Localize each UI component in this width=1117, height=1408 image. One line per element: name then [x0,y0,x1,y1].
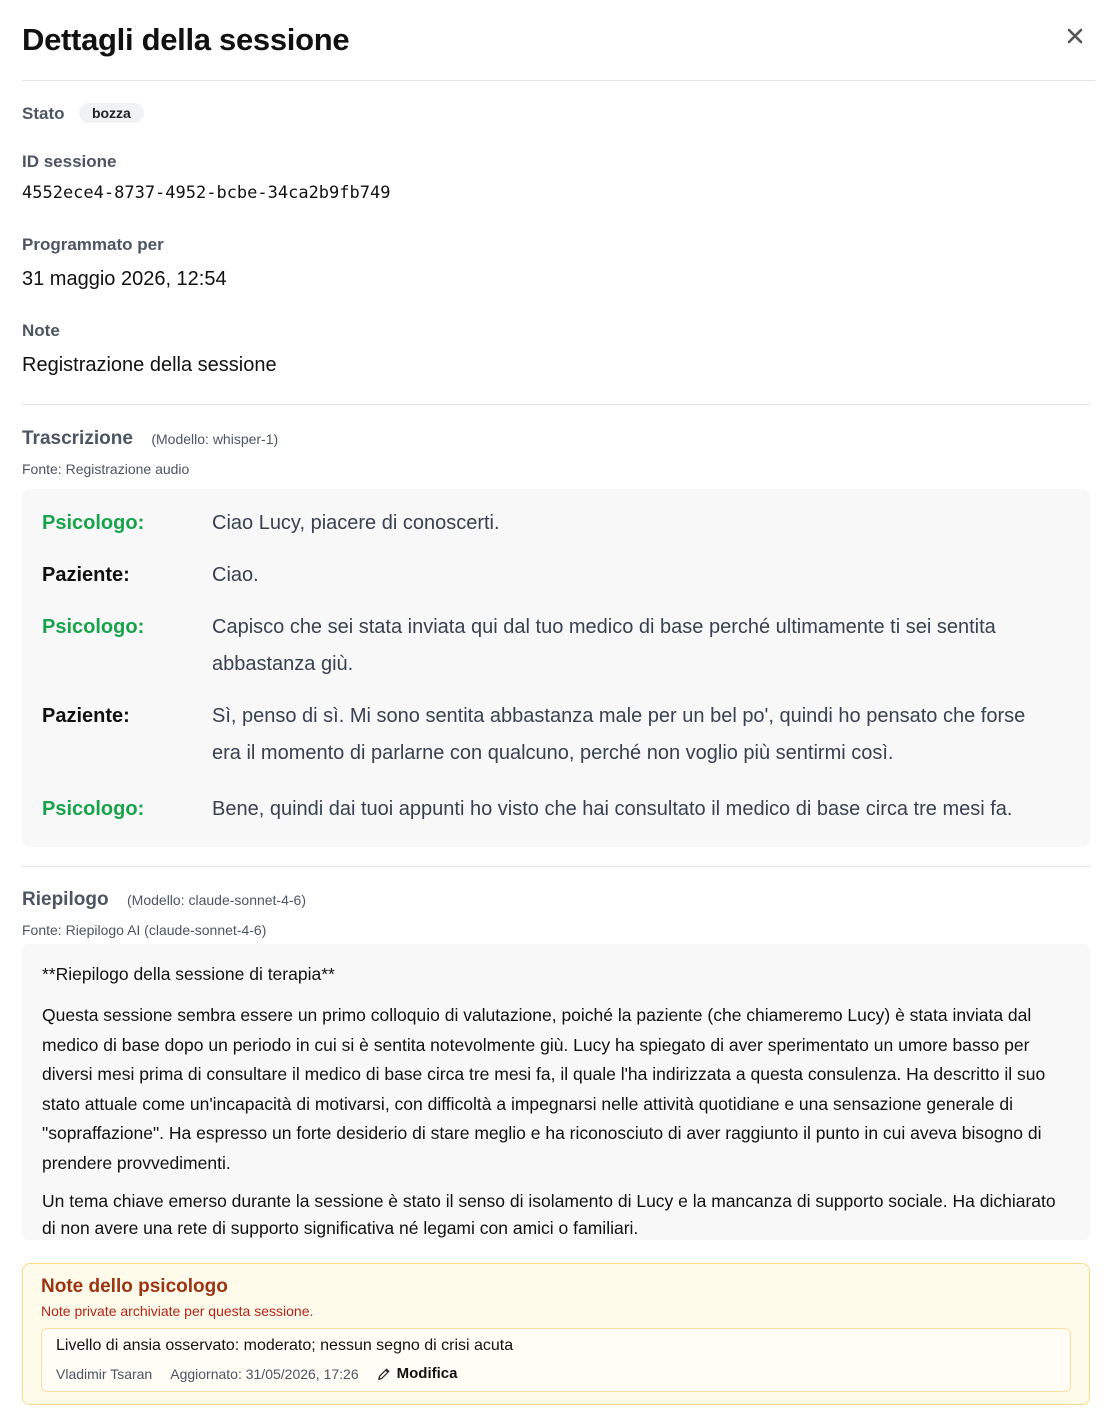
speaker-label: Psicologo: [42,512,145,534]
notes-field-label: Note [22,321,60,340]
status-row [22,103,144,124]
note-text: Livello di ansia osservato: moderato; nessun segno di crisi acuta [56,1337,514,1354]
utterance-text: Ciao Lucy, piacere di conoscerti. [212,512,500,534]
speaker-label: Psicologo: [42,616,145,638]
close-icon [1063,24,1087,48]
status-label: Stato [22,104,65,123]
speaker-label: Paziente: [42,705,130,727]
edit-label: Modifica [396,1365,458,1382]
psychologist-notes-panel [22,1263,1090,1405]
transcript-line [42,791,1050,828]
scheduled-value: 31 maggio 2026, 12:54 [22,268,227,290]
psychologist-notes-title: Note dello psicologo [41,1276,228,1297]
divider [22,404,1090,405]
summary-title: Riepilogo [22,889,109,910]
edit-note-button[interactable] [377,1365,458,1382]
transcription-source: Fonte: Registrazione audio [22,461,190,477]
summary-source: Fonte: Riepilogo AI (claude-sonnet-4-6) [22,922,267,938]
speaker-label: Psicologo: [42,798,145,820]
note-card [41,1328,1071,1392]
summary-paragraph: Questa sessione sembra essere un primo colloquio di valutazione, poiché la paziente (che chiameremo Lucy) è stata inviata dal medico di base dopo un periodo in cui si è sentita notevolmente giù. Lucy ha spiegato di aver sperimentato un umore basso per diversi mesi prima di consultare il medico di base circa tre mesi fa, il quale l'ha indirizzata a questa consulenza. Ha descritto il suo stato attuale come un'incapacità di motivarsi, con difficoltà a impegnarsi nelle attività quotidiane e una sensazione generale di "sopraffazione". Ha espresso un forte desiderio di stare meglio e ha riconosciuto di aver raggiunto il punto in cui aveva bisogno di prendere provvedimenti. [42,1005,1046,1173]
transcription-header [22,428,278,450]
speaker-label: Paziente: [42,564,130,586]
transcript-line [42,505,1050,542]
session-id-value: 4552ece4-8737-4952-bcbe-34ca2b9fb749 [22,183,391,203]
transcription-title: Trascrizione [22,428,133,449]
transcript-panel [22,489,1090,847]
summary-paragraph: Un tema chiave emerso durante la sessione è stato il senso di isolamento di Lucy e la mancanza di supporto sociale. Ha dichiarato di non avere una rete di supporto significativa né legami con amici o familiari. [42,1190,1056,1238]
modal-header [22,20,1095,81]
psychologist-notes-subtitle: Note private archiviate per questa sessione. [41,1303,314,1319]
utterance-text: Bene, quindi dai tuoi appunti ho visto che hai consultato il medico di base circa tre mesi fa. [212,798,1013,820]
utterance-text: Ciao. [212,564,259,586]
note-author: Vladimir Tsaran [56,1365,153,1382]
transcript-line [42,698,1050,772]
scheduled-label: Programmato per [22,235,164,254]
transcript-line [42,609,1050,683]
status-badge: bozza [79,103,144,123]
modal-title: Dettagli della sessione [22,22,350,57]
session-id-label: ID sessione [22,152,117,171]
note-updated: Aggiornato: 31/05/2026, 17:26 [170,1365,359,1382]
summary-panel[interactable] [22,944,1090,1240]
summary-header [22,889,306,911]
close-button[interactable] [1063,24,1087,48]
note-meta [56,1365,457,1382]
summary-model: (Modello: claude-sonnet-4-6) [127,892,306,908]
summary-heading: **Riepilogo della sessione di terapia** [42,964,335,984]
notes-field-value: Registrazione della sessione [22,354,277,376]
transcript-line [42,557,1050,594]
transcription-model: (Modello: whisper-1) [151,431,279,447]
utterance-text: Capisco che sei stata inviata qui dal tuo medico di base perché ultimamente ti sei sentita abbastanza giù. [212,616,996,675]
utterance-text: Sì, penso di sì. Mi sono sentita abbastanza male per un bel po', quindi ho pensato che forse era il momento di parlarne con qualcuno, perché non voglio più sentirmi così. [212,705,1026,764]
divider [22,866,1090,867]
pencil-icon [377,1367,391,1381]
